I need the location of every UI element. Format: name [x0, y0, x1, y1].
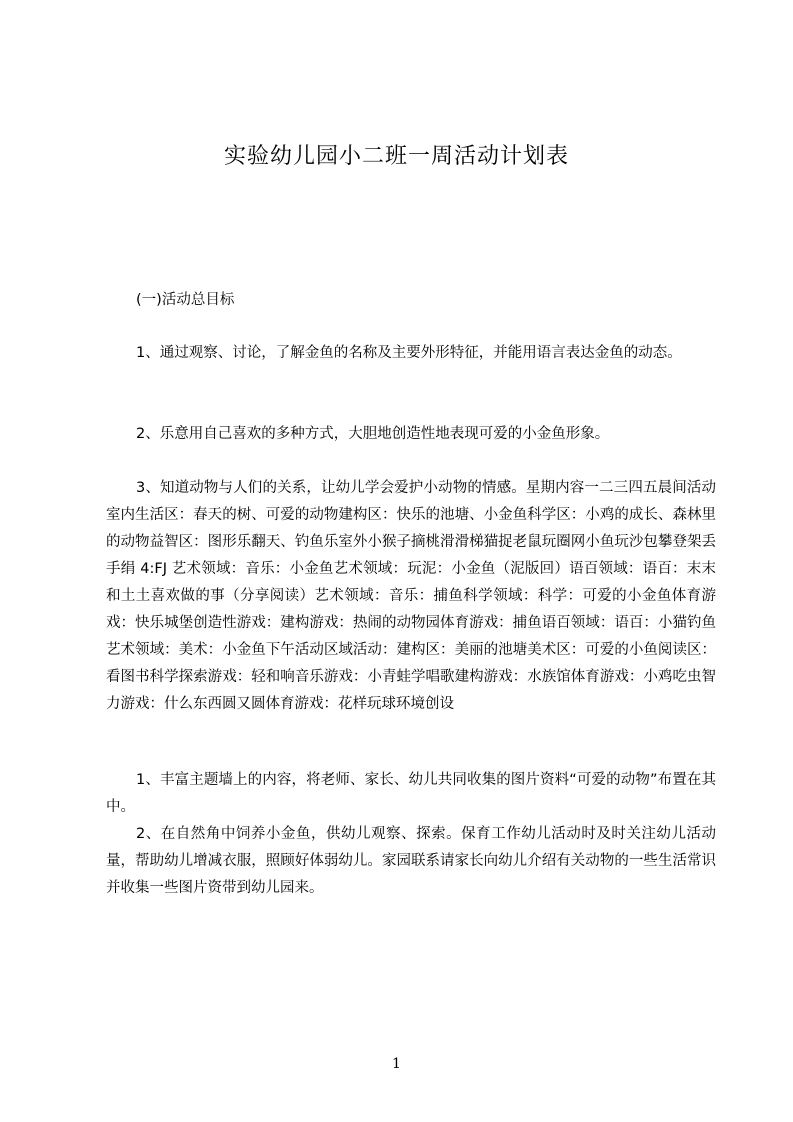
- paragraph-goal-1: 1、通过观察、讨论，了解金鱼的名称及主要外形特征，并能用语言表达金鱼的动态。: [136, 345, 682, 361]
- paragraph-environment-2: 2、在自然角中饲养小金鱼，供幼儿观察、探索。保育工作幼儿活动时及时关注幼儿活动量，帮助幼儿增减衣服，照顾好体弱幼儿。家园联系请家长向幼儿介绍有关动物的一些生活常识并收集一些图片资带到幼儿园来。: [106, 826, 716, 896]
- section-heading: (一)活动总目标: [136, 292, 235, 308]
- paragraph-goal-2: 2、乐意用自己喜欢的多种方式，大胆地创造性地表现可爱的小金鱼形象。: [136, 426, 610, 442]
- paragraph-goal-3: 3、知道动物与人们的关系，让幼儿学会爱护小动物的情感。星期内容一二三四五晨间活动室内生活区：春天的树、可爱的动物建构区：快乐的池塘、小金鱼科学区：小鸡的成长、森林里的动物益智区：图形乐翻天、钓鱼乐室外小猴子摘桃滑滑梯猫捉老鼠玩圈网小鱼玩沙包攀登架丢手绢 4:FJ 艺术领域：音乐：小金鱼艺术领域：玩泥：小金鱼（泥版回）语百领域：语百：末末和土土喜欢做的事（分享阅读）艺术领域：音乐：捕鱼科学领域：科学：可爱的小金鱼体育游戏：快乐城堡创造性游戏：建构游戏：热闹的动物园体育游戏：捕鱼语百领域：语百：小猫钓鱼艺术领域：美术：小金鱼下午活动区域活动：建构区：美丽的池塘美术区：可爱的小鱼阅读区：看图书科学探索游戏：轻和响音乐游戏：小青蛙学唱歌建构游戏：水族馆体育游戏：小鸡吃虫智力游戏：什么东西圆又圆体育游戏：花样玩球环境创设: [106, 480, 716, 712]
- paragraph-environment-1: 1、丰富主题墙上的内容，将老师、家长、幼儿共同收集的图片资料“可爱的动物”布置在其中。: [106, 772, 716, 815]
- page-number: 1: [392, 1056, 401, 1072]
- document-title: 实验幼儿园小二班一周活动计划表: [223, 144, 569, 169]
